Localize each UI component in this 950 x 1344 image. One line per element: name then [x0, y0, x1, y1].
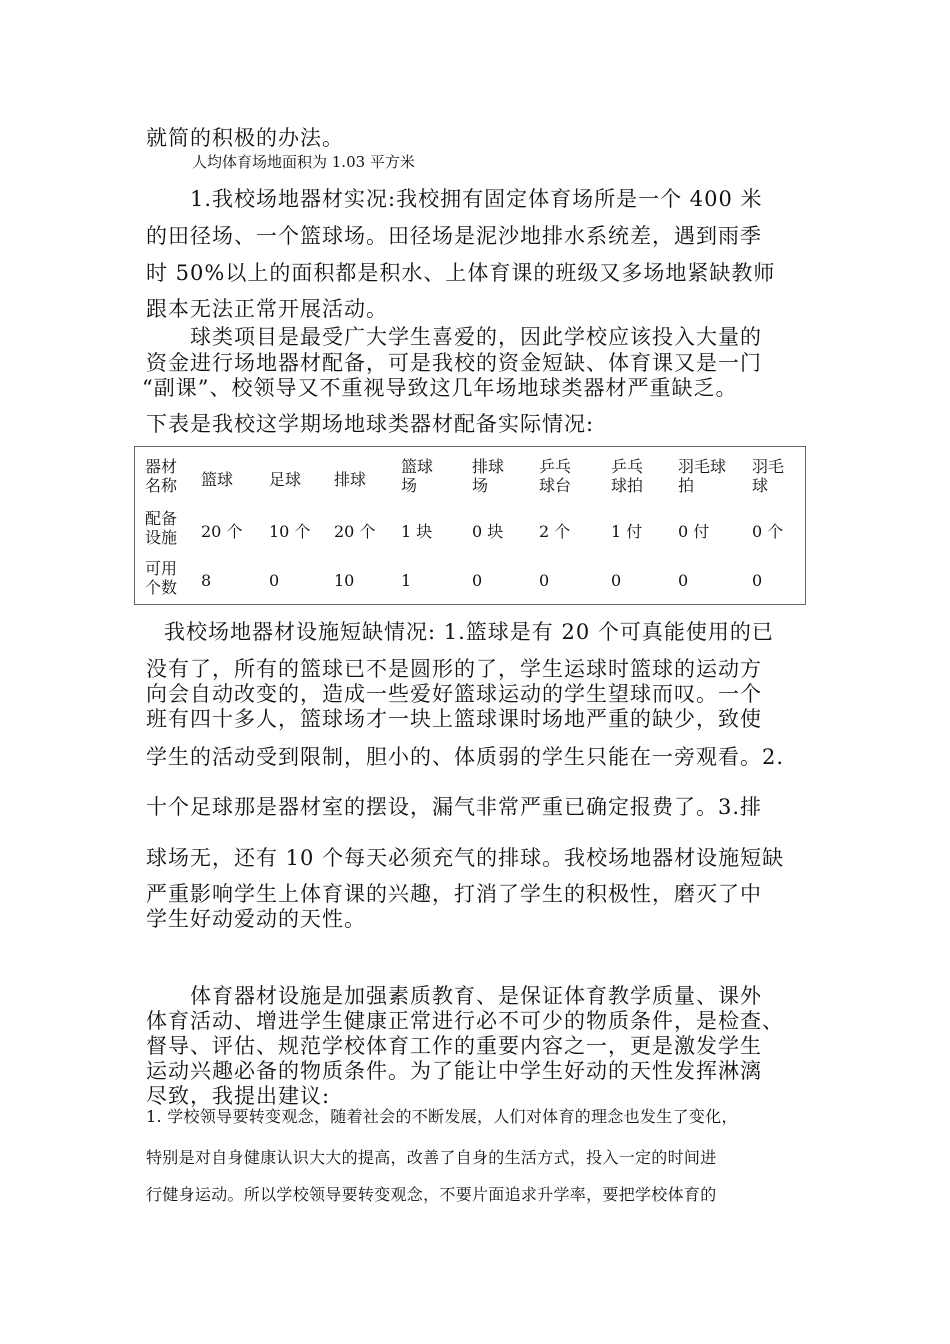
table-cell: 0 [269, 571, 280, 590]
text-line: 行健身运动。所以学校领导要转变观念，不要片面追求升学率，要把学校体育的 [146, 1185, 717, 1204]
text-line: 就简的积极的办法。 [146, 126, 344, 150]
table-cell: 10 个 [269, 522, 311, 541]
text-line: 严重影响学生上体育课的兴趣，打消了学生的积极性，磨灭了中 [146, 882, 762, 906]
text-line: 资金进行场地器材配备，可是我校的资金短缺、体育课又是一门 [146, 351, 762, 375]
table-cell: 20 个 [334, 522, 376, 541]
table-header-cell: 羽毛球拍 [678, 457, 727, 495]
table-cell: 1 块 [401, 522, 433, 541]
text-line: 没有了，所有的篮球已不是圆形的了，学生运球时篮球的运动方 [146, 657, 762, 681]
table-header-cell: 器材名称 [145, 457, 178, 495]
table-header-cell: 排球场 [472, 457, 505, 495]
text-line: “副课”、校领导又不重视导致这几年场地球类器材严重缺乏。 [142, 376, 738, 400]
table-header-cell: 排球 [334, 470, 367, 489]
text-line: 的田径场、一个篮球场。田径场是泥沙地排水系统差，遇到雨季 [146, 224, 762, 248]
text-line: 尽致，我提出建议: [146, 1084, 331, 1108]
text-line: 特别是对自身健康认识大大的提高，改善了自身的生活方式，投入一定的时间进 [146, 1148, 717, 1167]
table-cell: 10 [334, 571, 355, 590]
table-cell: 0 [611, 571, 622, 590]
table-cell: 0 块 [472, 522, 504, 541]
text-line: 十个足球那是器材室的摆设，漏气非常严重已确定报费了。3.排 [146, 795, 763, 819]
text-line: 我校场地器材设施短缺情况: 1.篮球是有 20 个可真能使用的已 [164, 620, 774, 644]
table-cell: 1 [401, 571, 412, 590]
text-line: 班有四十多人，篮球场才一块上篮球课时场地严重的缺少，致使 [146, 707, 762, 731]
table-row-label: 配备设施 [145, 509, 178, 547]
table-row-label: 可用个数 [145, 559, 178, 597]
table-cell: 0 [472, 571, 483, 590]
text-line: 1.我校场地器材实况:我校拥有固定体育场所是一个 400 米 [190, 187, 763, 211]
table-cell: 0 [678, 571, 689, 590]
table-cell: 2 个 [539, 522, 571, 541]
equipment-table [134, 446, 806, 605]
table-cell: 0 个 [752, 522, 784, 541]
table-cell: 0 [539, 571, 550, 590]
table-header-cell: 羽毛球 [752, 457, 785, 495]
table-cell: 1 付 [611, 522, 643, 541]
table-cell: 0 [752, 571, 763, 590]
text-line: 学生的活动受到限制，胆小的、体质弱的学生只能在一旁观看。2. [146, 745, 785, 769]
text-line: 跟本无法正常开展活动。 [146, 297, 388, 321]
text-line: 球场无，还有 10 个每天必须充气的排球。我校场地器材设施短缺 [146, 846, 785, 870]
text-line: 督导、评估、规范学校体育工作的重要内容之一，更是激发学生 [146, 1034, 762, 1058]
table-cell: 20 个 [201, 522, 243, 541]
table-header-cell: 乒乓球台 [539, 457, 572, 495]
text-line: 体育器材设施是加强素质教育、是保证体育教学质量、课外 [190, 984, 762, 1008]
text-line-note: 人均体育场地面积为 1.03 平方米 [192, 153, 415, 171]
table-cell: 0 付 [678, 522, 710, 541]
table-header-cell: 篮球 [201, 470, 234, 489]
text-line: 球类项目是最受广大学生喜爱的，因此学校应该投入大量的 [190, 325, 762, 349]
text-line: 下表是我校这学期场地球类器材配备实际情况: [146, 412, 595, 436]
table-header-cell: 篮球场 [401, 457, 434, 495]
text-line: 体育活动、增进学生健康正常进行必不可少的物质条件，是检查、 [146, 1009, 784, 1033]
text-line: 运动兴趣必备的物质条件。为了能让中学生好动的天性发挥淋漓 [146, 1059, 762, 1083]
text-line: 向会自动改变的，造成一些爱好篮球运动的学生望球而叹。一个 [146, 682, 762, 706]
text-line: 时 50%以上的面积都是积水、上体育课的班级又多场地紧缺教师 [146, 261, 776, 285]
text-line: 学生好动爱动的天性。 [146, 907, 366, 931]
table-cell: 8 [201, 571, 212, 590]
table-header-cell: 乒乓球拍 [611, 457, 644, 495]
text-line: 1. 学校领导要转变观念，随着社会的不断发展，人们对体育的理念也发生了变化， [146, 1107, 738, 1126]
table-header-cell: 足球 [269, 470, 302, 489]
